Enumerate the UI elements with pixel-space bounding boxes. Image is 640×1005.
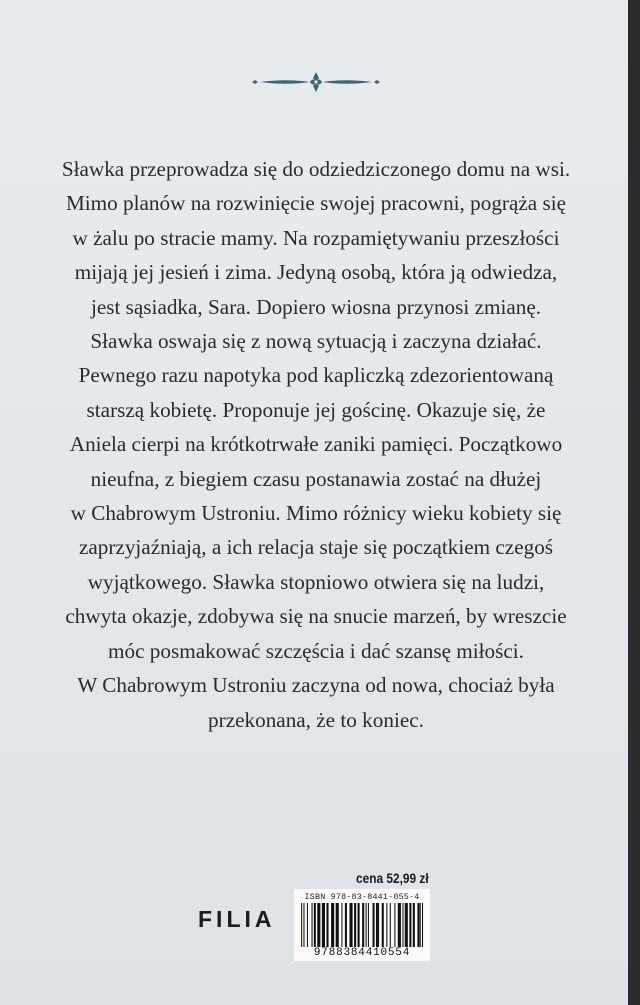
isbn-label: ISBN 978-83-8441-055-4 [304,892,420,902]
blurb-line: nieufna, z biegiem czasu postanawia zostać na dłużej [90,466,542,491]
blurb-line: wyjątkowego. Sławka stopniowo otwiera się na ludzi, [87,569,545,594]
blurb-line: W Chabrowym Ustroniu zaczyna od nowa, chociaż była [77,673,555,698]
barcode-panel [294,889,430,961]
barcode-icon [300,903,424,947]
blurb-line: zaprzyjaźniają, a ich relacja staje się początkiem czegoś [78,535,554,560]
blurb-line: przekonana, że to koniec. [208,707,424,732]
blurb-line: mijają jej jesień i zima. Jedyną osobą, która ją odwiedza, [74,260,558,285]
blurb-line: Mimo planów na rozwinięcie swojej pracowni, pogrąża się [65,191,567,216]
blurb-line: Aniela cierpi na krótkotrwałe zaniki pamięci. Początkowo [69,432,563,457]
ean-number: 9788384410554 [313,947,411,959]
blurb-line: w Chabrowym Ustroniu. Mimo różnicy wieku kobiety się [70,501,562,526]
blurb-line: chwyta okazje, zdobywa się na snucie marzeń, by wreszcie [65,604,567,629]
blurb-line: Pewnego razu napotyka pod kapliczką zdezorientowaną [78,363,554,388]
blurb-line: starszą kobietę. Proponuje jej gościnę. Okazuje się, że [86,397,546,422]
blurb-text [30,152,602,737]
blurb-line: w żalu po stracie mamy. Na rozpamiętywaniu przeszłości [72,225,560,250]
publisher-logo: FILIA [198,906,276,932]
price-label: cena 52,99 zł [356,871,429,886]
blurb-line: móc posmakować szczęścia i dać szansę miłości. [108,638,524,663]
fleuron-divider-icon [246,68,386,96]
blurb-line: Sławka przeprowadza się do odziedziczonego domu na wsi. [61,157,571,181]
blurb-line: Sławka oswaja się z nową sytuacją i zaczyna działać. [90,329,542,354]
blurb-line: jest sąsiadka, Sara. Dopiero wiosna przynosi zmianę. [90,294,542,319]
